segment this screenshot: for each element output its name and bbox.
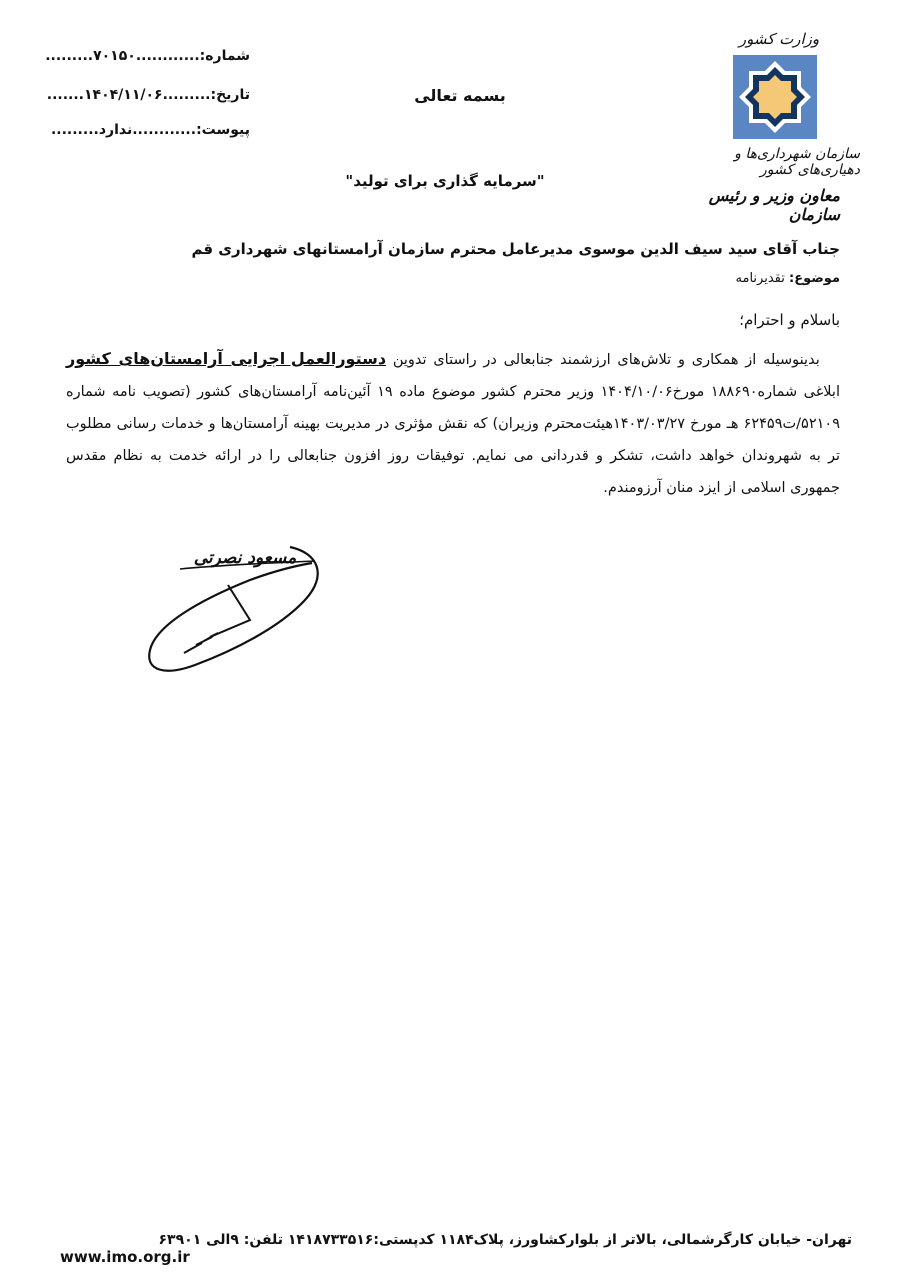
handwritten-signature bbox=[140, 545, 330, 675]
subject-line bbox=[600, 271, 840, 286]
body-part-2: ابلاغی شماره۱۸۸۶۹۰ مورخ۱۴۰۴/۱۰/۰۶ وزیر محترم کشور موضوع ماده ۱۹ آئین‌نامه آرامستان‌های کشور (تصویب نامه شماره ۵۲۱۰۹/ت۶۲۴۵۹ هـ مورخ ۱۴۰۳/۰۳/۲۷هیئت‌محترم وزیران) که نقش مؤثری در مدیریت بهینه آرامستان‌ها و خدمات رسانی مطلوب تر به شهروندان خواهد داشت، تشکر و قدردانی می نمایم. توفیقات روز افزون جنابعالی را در ارائه خدمت به نظام مقدس جمهوری اسلامی از ایزد منان آرزومندم. bbox=[66, 384, 840, 496]
signatory-name: مسعود نصرتی bbox=[193, 548, 297, 568]
ministry-name: وزارت کشور bbox=[738, 30, 820, 48]
footer-address: تهران- خیابان کارگرشمالی، بالاتر از بلوارکشاورز، پلاک۱۱۸۴ کدپستی:۱۴۱۸۷۳۳۵۱۶ تلفن: ۹الی ۶۳۹۰۱ bbox=[158, 1232, 852, 1248]
organization-name: سازمان شهرداری‌ها و دهیاری‌های کشور bbox=[734, 146, 860, 178]
number-value: ۷۰۱۵۰ bbox=[93, 48, 136, 64]
body-emphasis: دستورالعمل اجرایی آرامستان‌های کشور bbox=[66, 349, 387, 368]
date-label: تاریخ: bbox=[210, 87, 250, 103]
organization-logo bbox=[733, 55, 817, 139]
greeting: باسلام و احترام؛ bbox=[739, 311, 840, 329]
footer-website-link[interactable]: www.imo.org.ir bbox=[60, 1248, 190, 1266]
letter-number-row: شماره:............۷۰۱۵۰......... bbox=[45, 48, 250, 64]
slogan: "سرمایه گذاری برای تولید" bbox=[345, 172, 545, 190]
attachment-label: پیوست: bbox=[196, 122, 250, 138]
date-value: ۱۴۰۴/۱۱/۰۶ bbox=[84, 87, 163, 103]
footer bbox=[60, 1232, 852, 1266]
letter-attachment-row: پیوست:............ندارد......... bbox=[50, 122, 250, 138]
attachment-value: ندارد bbox=[98, 122, 133, 138]
letter-date-row: تاریخ:.........۱۴۰۴/۱۱/۰۶....... bbox=[46, 87, 250, 103]
number-label: شماره: bbox=[199, 48, 250, 64]
recipient-line: جناب آقای سید سیف الدین موسوی مدیرعامل محترم سازمان آرامستانهای شهرداری قم bbox=[191, 240, 840, 258]
subject-label: موضوع: bbox=[789, 271, 840, 286]
body-part-1: بدینوسیله از همکاری و تلاش‌های ارزشمند جنابعالی در راستای تدوین bbox=[392, 352, 820, 368]
letter-body bbox=[66, 343, 840, 504]
deputy-title: معاون وزیر و رئیس سازمان bbox=[708, 186, 840, 224]
subject-value: تقدیرنامه bbox=[735, 271, 785, 286]
bismillah-heading: بسمه تعالی bbox=[414, 86, 506, 105]
